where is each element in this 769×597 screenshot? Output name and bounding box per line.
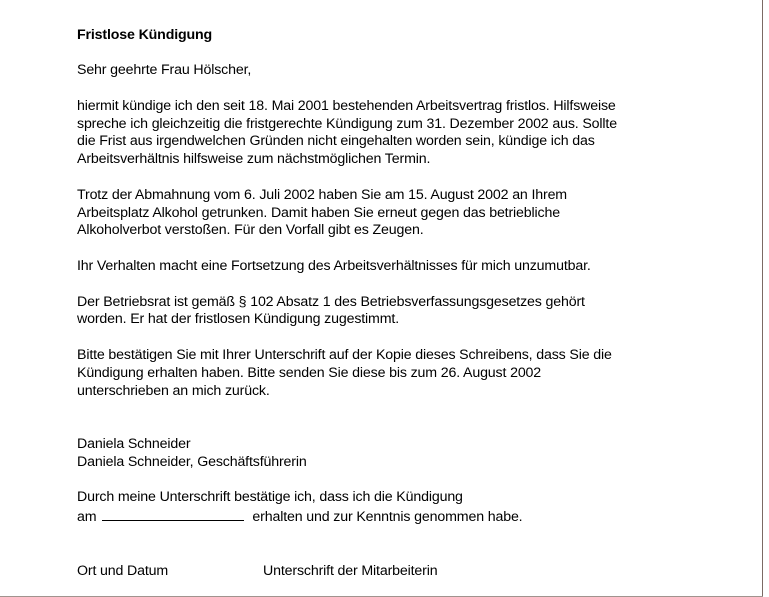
text-line: Bitte bestätigen Sie mit Ihrer Unterschrift auf der Kopie dieses Schreibens, dass Sie die xyxy=(77,347,612,364)
paragraph-works-council xyxy=(77,294,717,330)
spacer xyxy=(77,329,717,347)
signature-block xyxy=(77,436,717,472)
text-line: Ihr Verhalten macht eine Fortsetzung des Arbeitsverhältnisses für mich unzumutbar. xyxy=(77,258,591,275)
paragraph-unacceptable xyxy=(77,258,717,276)
text-line: Kündigung erhalten haben. Bitte senden Sie diese bis zum 26. August 2002 xyxy=(77,364,542,381)
spacer xyxy=(77,527,717,563)
spacer xyxy=(77,45,717,63)
text-line: unterschrieben an mich zurück. xyxy=(77,382,270,399)
text-line: hiermit kündige ich den seit 18. Mai 2001 bestehenden Arbeitsvertrag fristlos. Hilfsweise xyxy=(77,97,616,114)
page-right-edge xyxy=(762,0,763,597)
text-line: spreche ich gleichzeitig die fristgerechte Kündigung zum 31. Dezember 2002 aus. Sollte xyxy=(77,115,617,132)
signature-name: Daniela Schneider xyxy=(77,436,191,453)
spacer xyxy=(77,80,717,98)
acknowledgement-block xyxy=(77,489,717,527)
paragraph-confirmation-request xyxy=(77,347,717,400)
spacer xyxy=(77,400,717,436)
text-line: Arbeitsverhältnis hilfsweise zum nächstmöglichen Termin. xyxy=(77,151,431,168)
letter-body xyxy=(77,27,717,580)
date-blank-line xyxy=(102,507,244,521)
text-line: Arbeitsplatz Alkohol getrunken. Damit haben Sie erneut gegen das betriebliche xyxy=(77,204,560,221)
acknowledgement-date-line xyxy=(77,507,717,527)
text-line: Alkoholverbot verstoßen. Für den Vorfall gibt es Zeugen. xyxy=(77,222,424,239)
signature-footer xyxy=(77,563,717,581)
acknowledgement-prefix: am xyxy=(77,509,97,526)
salutation: Sehr geehrte Frau Hölscher, xyxy=(77,62,252,79)
spacer xyxy=(77,240,717,258)
paragraph-reason xyxy=(77,187,717,240)
paragraph-termination xyxy=(77,98,717,169)
acknowledgement-suffix: erhalten und zur Kenntnis genommen habe. xyxy=(252,509,523,526)
signature-name-title: Daniela Schneider, Geschäftsführerin xyxy=(77,453,307,470)
text-line: worden. Er hat der fristlosen Kündigung zugestimmt. xyxy=(77,311,399,328)
acknowledgement-text: Durch meine Unterschrift bestätige ich, dass ich die Kündigung xyxy=(77,489,463,506)
text-line: die Frist aus irgendwelchen Gründen nicht eingehalten worden sein, kündige ich das xyxy=(77,133,595,150)
text-line: Der Betriebsrat ist gemäß § 102 Absatz 1 des Betriebsverfassungsgesetzes gehört xyxy=(77,293,585,310)
spacer xyxy=(77,472,717,490)
spacer xyxy=(77,276,717,294)
letter-title: Fristlose Kündigung xyxy=(77,27,213,43)
place-date-label: Ort und Datum xyxy=(77,562,169,579)
text-line: Trotz der Abmahnung vom 6. Juli 2002 haben Sie am 15. August 2002 an Ihrem xyxy=(77,186,567,203)
employee-signature-label: Unterschrift der Mitarbeiterin xyxy=(263,562,438,579)
spacer xyxy=(77,169,717,187)
